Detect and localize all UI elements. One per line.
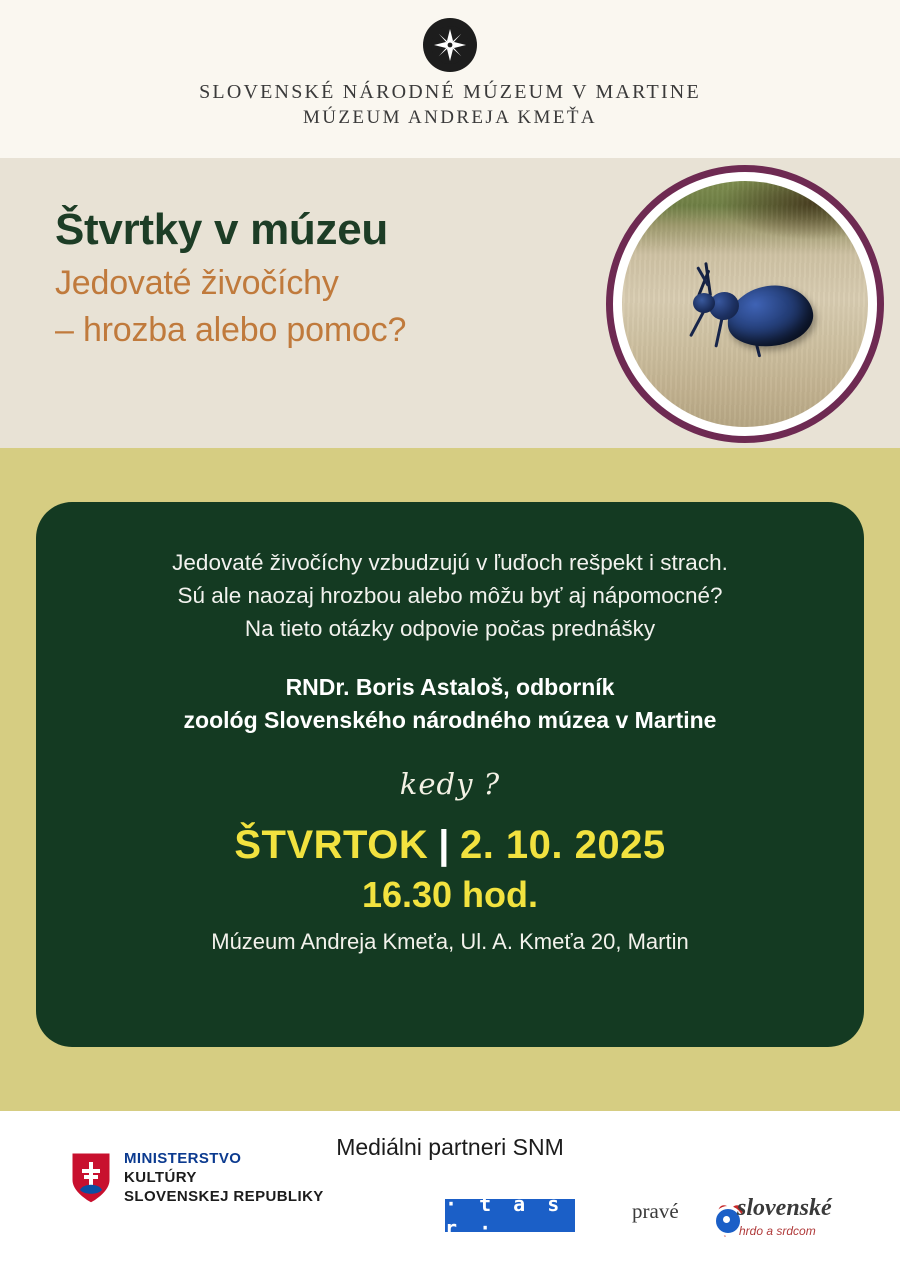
event-details-card <box>36 502 864 1047</box>
tasr-label: · t a s r · <box>445 1191 565 1240</box>
speaker-block <box>76 671 824 737</box>
poster-footer <box>0 1111 900 1273</box>
title-block <box>55 202 595 354</box>
prave-tagline: hrdo a srdcom <box>739 1224 816 1238</box>
subtitle-line1: Jedovaté živočíchy <box>55 264 339 302</box>
prave-slovenske-logo <box>632 1193 837 1245</box>
intro-line-3: Na tieto otázky odpovie počas prednášky <box>244 616 656 641</box>
date-separator: | <box>438 823 450 867</box>
media-partners-title: Mediálni partneri SNM <box>336 1134 564 1160</box>
speaker-role: zoológ Slovenského národného múzea v Martine <box>183 707 717 733</box>
subtitle-line2: – hrozba alebo pomoc? <box>55 311 407 349</box>
tasr-logo <box>445 1191 575 1240</box>
intro-paragraph <box>76 546 824 645</box>
intro-line-1: Jedovaté živočíchy vzbudzujú v ľuďoch rešpekt i strach. <box>172 550 728 575</box>
museum-name-line1: SLOVENSKÉ NÁRODNÉ MÚZEUM V MARTINE <box>199 81 701 103</box>
speaker-name: RNDr. Boris Astaloš, odborník <box>285 674 615 700</box>
museum-name-line2: MÚZEUM ANDREJA KMEŤA <box>303 107 597 128</box>
beetle-photo <box>606 165 884 443</box>
intro-line-2: Sú ale naozaj hrozbou alebo môžu byť aj nápomocné? <box>177 583 723 608</box>
ministry-text <box>124 1149 324 1206</box>
ministry-line3: SLOVENSKEJ REPUBLIKY <box>124 1188 324 1205</box>
poster-header <box>0 0 900 158</box>
rosette-heart-icon <box>710 1197 740 1237</box>
event-date: 2. 10. 2025 <box>459 823 666 867</box>
event-day: ŠTVRTOK <box>234 823 429 867</box>
museum-logo-icon <box>423 18 477 72</box>
prave-word1: pravé <box>632 1199 679 1223</box>
event-time: 16.30 hod. <box>361 874 539 915</box>
beetle-photo-inner <box>622 181 868 427</box>
ministry-line2: KULTÚRY <box>124 1169 197 1186</box>
prave-word2: slovenské <box>737 1195 832 1221</box>
ministry-logo <box>68 1149 324 1206</box>
kedy-label: kedy ? <box>399 767 501 801</box>
beetle-illustration <box>681 270 816 365</box>
event-venue: Múzeum Andreja Kmeťa, Ul. A. Kmeťa 20, Martin <box>211 929 689 954</box>
ministry-line1: MINISTERSTVO <box>124 1150 242 1167</box>
page-title: Štvrtky v múzeu <box>55 205 388 254</box>
slovak-coat-of-arms-icon <box>68 1150 114 1206</box>
event-date-row <box>76 819 824 871</box>
